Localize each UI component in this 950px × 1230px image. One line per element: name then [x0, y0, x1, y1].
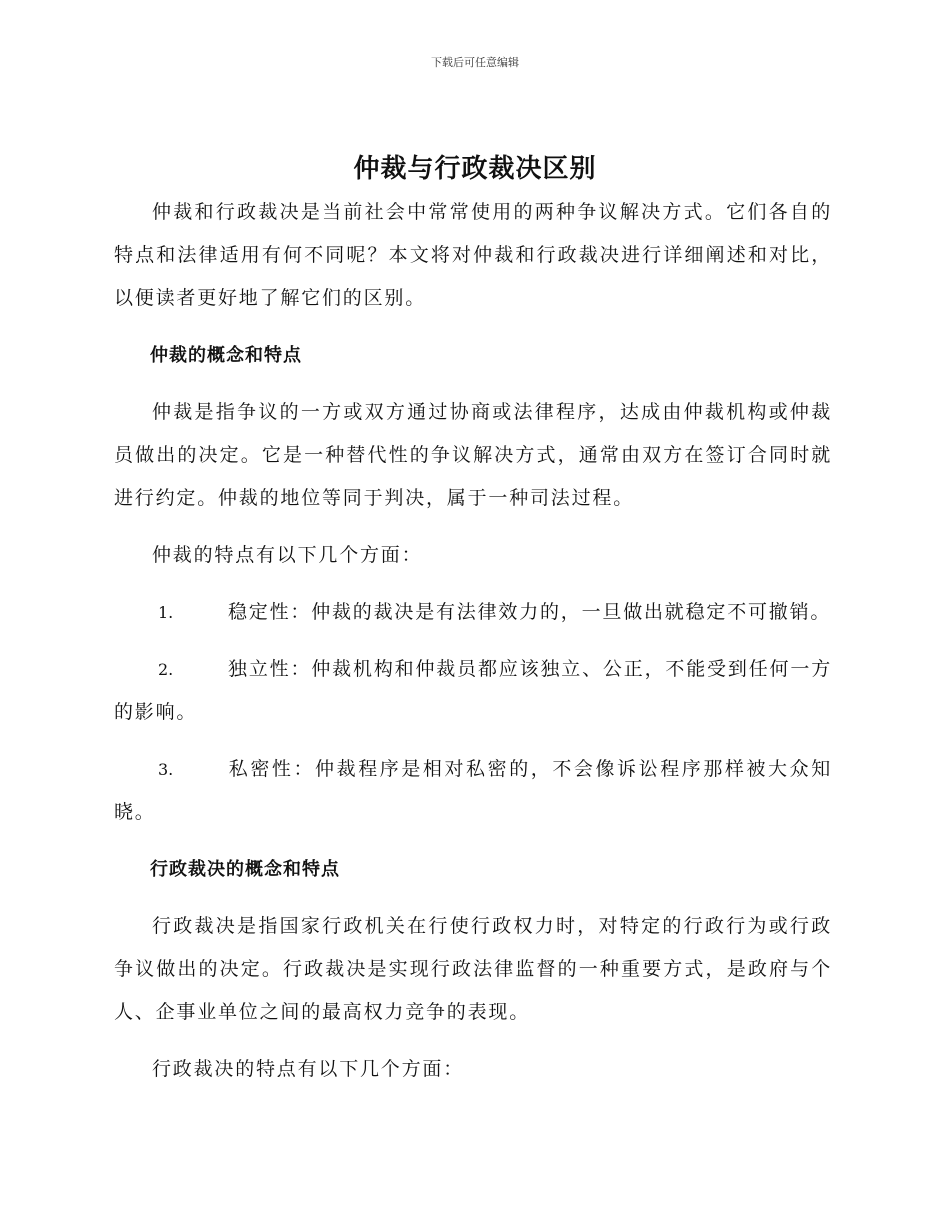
document-title: 仲裁与行政裁决区别: [353, 154, 597, 184]
list-item-text: 独立性：仲裁机构和仲裁员都应该独立、公正，不能受到任何一方的影响。: [114, 658, 832, 723]
header-note: 下载后可任意编辑: [431, 56, 519, 69]
document-body: [114, 191, 832, 1105]
list-item-text: 私密性：仲裁程序是相对私密的，不会像诉讼程序那样被大众知晓。: [114, 758, 832, 823]
list-item-text: 稳定性：仲裁的裁决是有法律效力的，一旦做出就稳定不可撤销。: [228, 601, 832, 623]
list-item: [114, 748, 832, 834]
list-item-number: 2.: [158, 660, 174, 679]
administrative-ruling-features-intro: 行政裁决的特点有以下几个方面：: [152, 1058, 465, 1080]
list-item-number: 3.: [158, 760, 174, 779]
arbitration-features-intro: 仲裁的特点有以下几个方面：: [152, 544, 423, 566]
list-item: [114, 591, 832, 634]
list-item: [114, 648, 832, 734]
section-heading-administrative-ruling: 行政裁决的概念和特点: [150, 859, 340, 880]
arbitration-definition-paragraph: 仲裁是指争议的一方或双方通过协商或法律程序，达成由仲裁机构或仲裁员做出的决定。它是一种替代性的争议解决方式，通常由双方在签订合同时就进行约定。仲裁的地位等同于判决，属于一种司法过程。: [114, 401, 832, 509]
section-heading-arbitration: 仲裁的概念和特点: [150, 345, 302, 366]
list-item-number: 1.: [158, 603, 174, 622]
administrative-ruling-definition-paragraph: 行政裁决是指国家行政机关在行使行政权力时，对特定的行政行为或行政争议做出的决定。行政裁决是实现行政法律监督的一种重要方式，是政府与个人、企事业单位之间的最高权力竞争的表现。: [114, 915, 832, 1023]
intro-paragraph: 仲裁和行政裁决是当前社会中常常使用的两种争议解决方式。它们各自的特点和法律适用有何不同呢？本文将对仲裁和行政裁决进行详细阐述和对比，以便读者更好地了解它们的区别。: [114, 201, 832, 309]
